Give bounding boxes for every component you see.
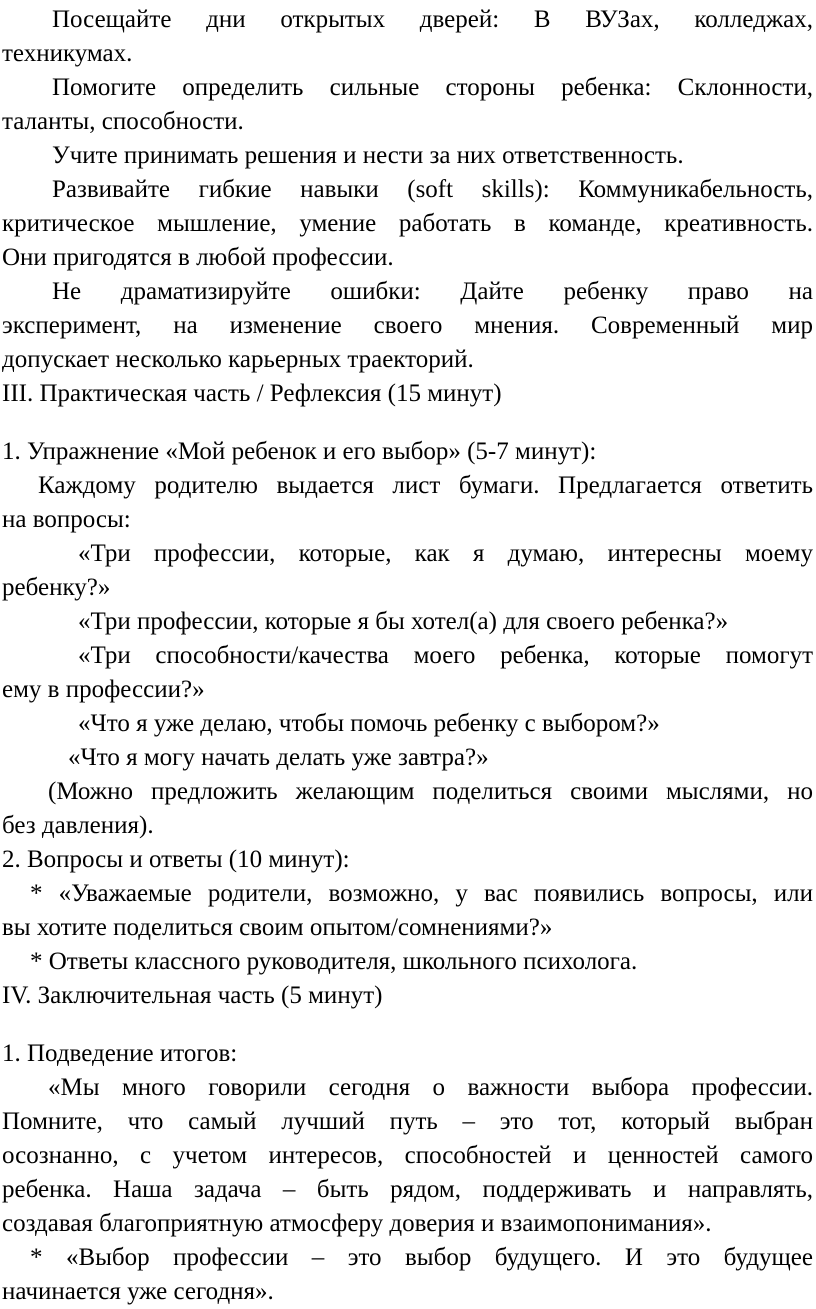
list-item: 1. Упражнение «Мой ребенок и его выбор» (5-7 минут): xyxy=(2,438,597,465)
section-heading: III. Практическая часть / Рефлексия (15 минут) xyxy=(2,380,502,407)
text-line: осознанно, с учетом интересов, способностей и ценностей самого xyxy=(2,1142,813,1169)
text-line: эксперимент, на изменение своего мнения. Современный мир xyxy=(2,312,813,339)
list-item: 1. Подведение итогов: xyxy=(2,1040,238,1067)
text-line: «Три профессии, которые, как я думаю, интересны моему xyxy=(78,540,813,567)
bullet-item: * «Выбор профессии – это выбор будущего. И это будущее xyxy=(30,1244,813,1271)
text-line: «Что я уже делаю, чтобы помочь ребенку с выбором?» xyxy=(78,710,660,737)
bullet-item: * «Уважаемые родители, возможно, у вас появились вопросы, или xyxy=(30,880,813,907)
text-line: «Мы много говорили сегодня о важности выбора профессии. xyxy=(48,1074,813,1101)
text-line: (Можно предложить желающим поделиться своими мыслями, но xyxy=(48,778,813,805)
text-line: создавая благоприятную атмосферу доверия и взаимопонимания». xyxy=(2,1210,712,1237)
text-line: Посещайте дни открытых дверей: В ВУЗах, колледжах, xyxy=(52,6,813,33)
text-line: Не драматизируйте ошибки: Дайте ребенку право на xyxy=(52,278,813,305)
text-line: на вопросы: xyxy=(2,506,131,533)
text-line: Они пригодятся в любой профессии. xyxy=(2,244,394,271)
list-item: 2. Вопросы и ответы (10 минут): xyxy=(2,846,350,873)
text-line: начинается уже сегодня». xyxy=(2,1278,274,1305)
text-line: техникумах. xyxy=(2,40,133,67)
text-line: вы хотите поделиться своим опытом/сомнениями?» xyxy=(2,914,553,941)
text-line: Каждому родителю выдается лист бумаги. Предлагается ответить xyxy=(38,472,813,499)
text-line: Помните, что самый лучший путь – это тот, который выбран xyxy=(2,1108,813,1135)
bullet-item: * Ответы классного руководителя, школьного психолога. xyxy=(30,948,638,975)
text-line: Развивайте гибкие навыки (soft skills): Коммуникабельность, xyxy=(52,176,813,203)
text-line: Помогите определить сильные стороны ребенка: Склонности, xyxy=(52,74,813,101)
text-line: Учите принимать решения и нести за них ответственность. xyxy=(52,142,684,169)
text-line: ему в профессии?» xyxy=(2,676,205,703)
text-line: ребенка. Наша задача – быть рядом, поддерживать и направлять, xyxy=(2,1176,813,1203)
text-line: «Что я могу начать делать уже завтра?» xyxy=(68,744,489,771)
text-line: критическое мышление, умение работать в команде, креативность. xyxy=(2,210,813,237)
text-line: «Три способности/качества моего ребенка, которые помогут xyxy=(78,642,813,669)
text-line: таланты, способности. xyxy=(2,108,244,135)
text-line: без давления). xyxy=(2,812,154,839)
text-line: «Три профессии, которые я бы хотел(а) для своего ребенка?» xyxy=(78,608,729,635)
text-line: допускает несколько карьерных траекторий. xyxy=(2,346,474,373)
section-heading: IV. Заключительная часть (5 минут) xyxy=(2,982,383,1009)
text-line: ребенку?» xyxy=(2,574,111,601)
